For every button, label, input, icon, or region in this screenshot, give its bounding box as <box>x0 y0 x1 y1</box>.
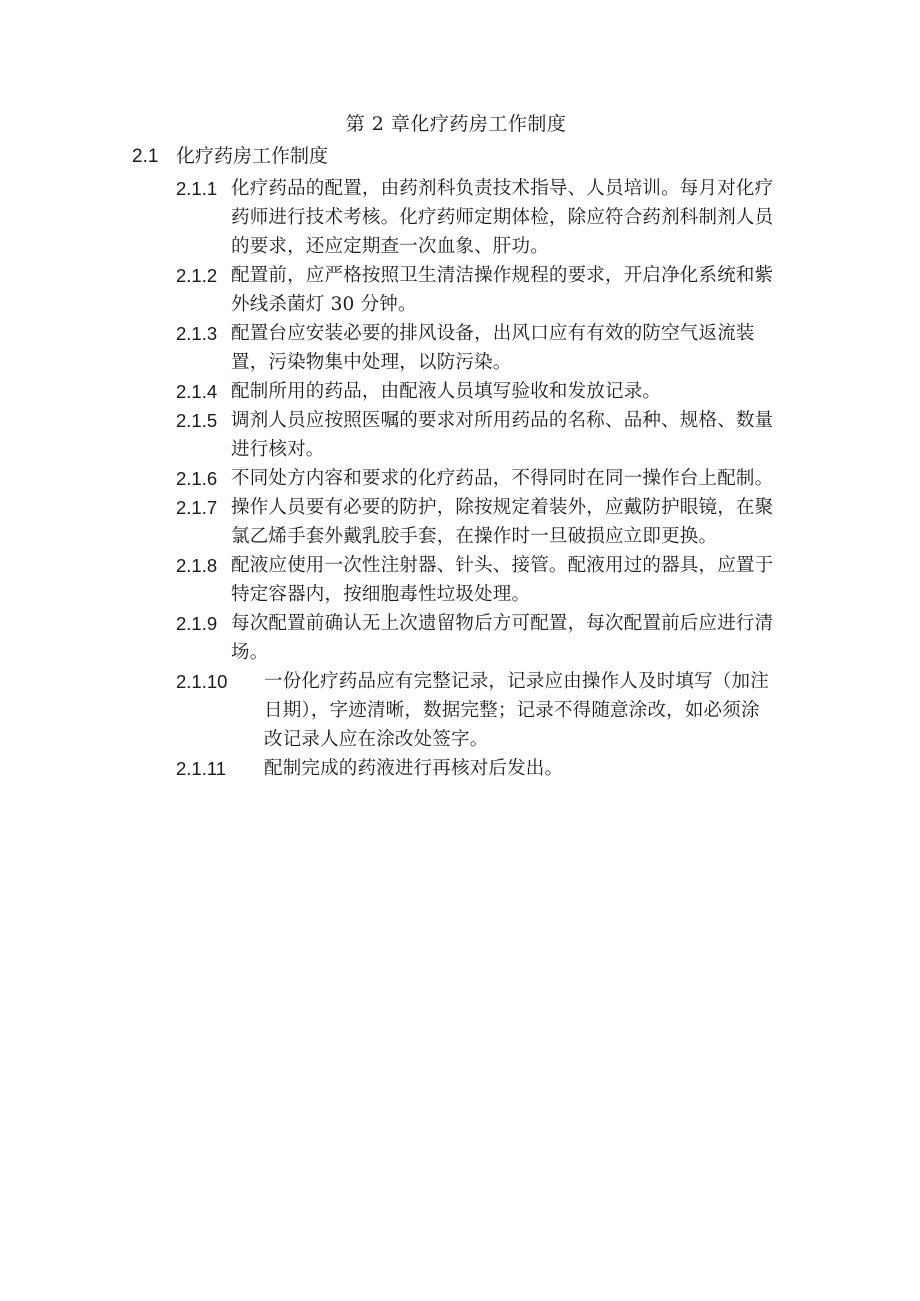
rule-text: 每次配置前确认无上次遗留物后方可配置，每次配置前后应进行清场。 <box>231 613 774 663</box>
rule-item <box>176 609 776 667</box>
rule-number: 2.1.11 <box>176 758 227 779</box>
rule-item <box>176 319 776 377</box>
section-heading <box>132 142 328 171</box>
rule-number: 2.1.10 <box>176 671 228 692</box>
rule-item <box>176 406 776 464</box>
rule-item <box>176 377 776 406</box>
rule-text: 调剂人员应按照医嘱的要求对所用药品的名称、品种、规格、数量进行核对。 <box>231 410 774 460</box>
rule-text: 配置台应安装必要的排风设备，出风口应有有效的防空气返流装置，污染物集中处理，以防污染。 <box>231 323 755 373</box>
rule-item <box>176 261 776 319</box>
rule-number: 2.1.1 <box>176 178 218 199</box>
section-number: 2.1 <box>132 146 159 167</box>
rule-number: 2.1.9 <box>176 613 218 634</box>
rule-item <box>176 493 776 551</box>
rule-text: 一份化疗药品应有完整记录，记录应由操作人及时填写（加注日期），字迹清晰，数据完整；记录不得随意涂改，如必须涂改记录人应在涂改处签字。 <box>264 671 769 750</box>
rule-text: 配制所用的药品，由配液人员填写验收和发放记录。 <box>231 381 662 402</box>
chapter-title: 第 2 章化疗药房工作制度 <box>345 113 567 135</box>
rule-item <box>176 174 776 261</box>
rule-number: 2.1.2 <box>176 265 218 286</box>
rule-text: 操作人员要有必要的防护，除按规定着装外，应戴防护眼镜，在聚氯乙烯手套外戴乳胶手套，在操作时一旦破损应立即更换。 <box>231 497 774 547</box>
rule-number: 2.1.8 <box>176 555 218 576</box>
rule-item <box>176 551 776 609</box>
rules-list <box>176 174 776 783</box>
rule-text: 配置前，应严格按照卫生清洁操作规程的要求，开启净化系统和紫外线杀菌灯 30 分钟。 <box>231 265 774 315</box>
rule-number: 2.1.6 <box>176 468 218 489</box>
rule-number: 2.1.4 <box>176 381 218 402</box>
section-title: 化疗药房工作制度 <box>176 145 329 167</box>
rule-number: 2.1.3 <box>176 323 218 344</box>
rule-item <box>176 464 776 493</box>
rule-item <box>176 667 776 754</box>
rule-text: 配制完成的药液进行再核对后发出。 <box>264 758 564 779</box>
rule-number: 2.1.5 <box>176 410 218 431</box>
rule-item <box>176 754 776 783</box>
rule-text: 化疗药品的配置，由药剂科负责技术指导、人员培训。每月对化疗药师进行技术考核。化疗药师定期体检，除应符合药剂科制剂人员的要求，还应定期查一次血象、肝功。 <box>231 178 774 257</box>
rule-number: 2.1.7 <box>176 497 218 518</box>
rule-text: 不同处方内容和要求的化疗药品，不得同时在同一操作台上配制。 <box>231 468 774 489</box>
rule-text: 配液应使用一次性注射器、针头、接管。配液用过的器具，应置于特定容器内，按细胞毒性垃圾处理。 <box>231 555 774 605</box>
